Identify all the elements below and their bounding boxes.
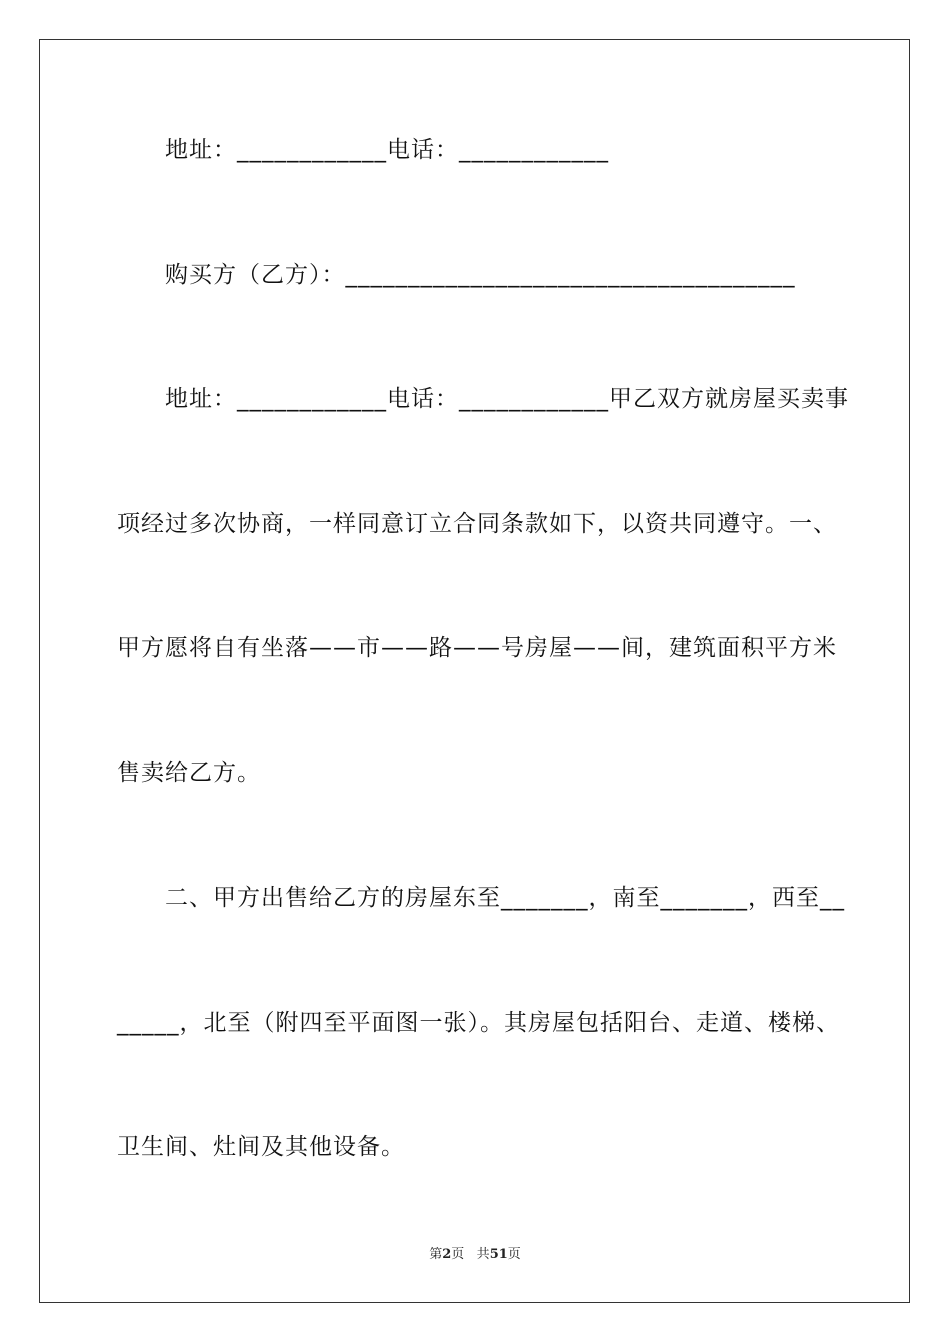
buyer-address-phone-line: 地址：____________电话：____________甲乙双方就房屋买卖事: [165, 386, 849, 412]
clause-two-line: 二、甲方出售给乙方的房屋东至_______，南至_______，西至__: [165, 885, 845, 911]
buyer-line: 购买方（乙方）：____________________________________: [165, 262, 796, 288]
total-prefix: 共: [476, 1247, 490, 1262]
seller-address-phone-line: 地址：____________电话：____________: [165, 137, 609, 163]
page-footer: [0, 1246, 950, 1264]
body-text-line: 售卖给乙方。: [117, 760, 261, 786]
body-text-line: 项经过多次协商，一样同意订立合同条款如下，以资共同遵守。一、: [117, 511, 837, 537]
page-prefix: 第: [429, 1247, 443, 1262]
body-text-line: 甲方愿将自有坐落——市——路——号房屋——间，建筑面积平方米: [117, 635, 837, 661]
body-text-line: 卫生间、灶间及其他设备。: [117, 1134, 405, 1160]
body-text-line: _____，北至（附四至平面图一张）。其房屋包括阳台、走道、楼梯、: [117, 1010, 840, 1036]
total-suffix: 页: [507, 1247, 521, 1262]
page-suffix: 页: [451, 1247, 465, 1262]
total-pages: 51: [489, 1247, 508, 1262]
page-border: [39, 39, 910, 1303]
page-number: 2: [442, 1247, 452, 1262]
